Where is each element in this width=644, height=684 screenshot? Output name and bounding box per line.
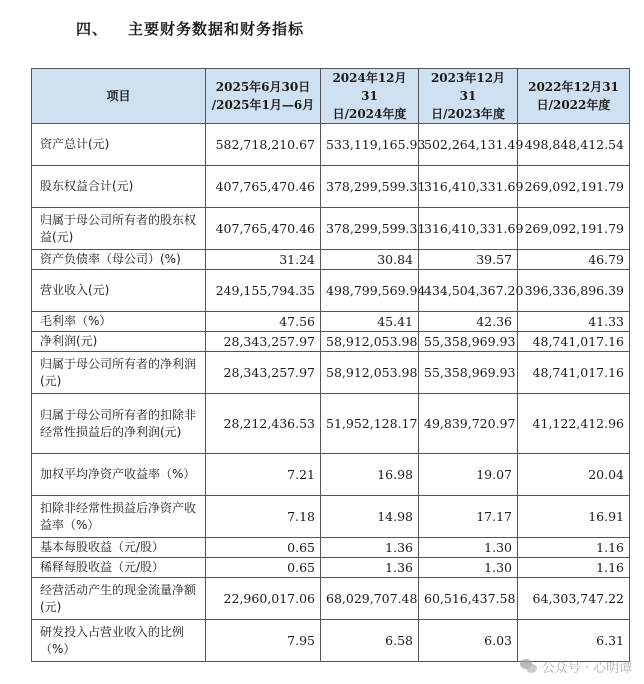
cell-value: 28,343,257.97 — [206, 352, 321, 394]
cell-value: 42.36 — [419, 312, 518, 332]
cell-value: 7.18 — [206, 496, 321, 538]
cell-value: 28,343,257.97 — [206, 332, 321, 352]
cell-value: 30.84 — [321, 250, 419, 270]
cell-value: 378,299,599.31 — [321, 166, 419, 208]
table-row — [32, 558, 630, 578]
row-label: 经营活动产生的现金流量净额(元) — [32, 578, 206, 620]
cell-value: 269,092,191.79 — [518, 208, 630, 250]
cell-value: 19.07 — [419, 454, 518, 496]
cell-value: 48,741,017.16 — [518, 352, 630, 394]
cell-value: 502,264,131.49 — [419, 124, 518, 166]
cell-value: 6.58 — [321, 620, 419, 662]
cell-value: 16.91 — [518, 496, 630, 538]
cell-value: 316,410,331.69 — [419, 208, 518, 250]
table-row — [32, 332, 630, 352]
table-row — [32, 538, 630, 558]
header-2022: 2022年12月31 日/2022年度 — [518, 69, 630, 124]
cell-value: 1.36 — [321, 558, 419, 578]
cell-value: 0.65 — [206, 538, 321, 558]
row-label: 基本每股收益（元/股） — [32, 538, 206, 558]
cell-value: 1.16 — [518, 538, 630, 558]
header-2023: 2023年12月31 日/2023年度 — [419, 69, 518, 124]
watermark-text: 公众号 · 心明谭 — [541, 661, 632, 676]
table-row — [32, 496, 630, 538]
cell-value: 378,299,599.31 — [321, 208, 419, 250]
cell-value: 28,212,436.53 — [206, 394, 321, 454]
cell-value: 48,741,017.16 — [518, 332, 630, 352]
cell-value: 17.17 — [419, 496, 518, 538]
cell-value: 49,839,720.97 — [419, 394, 518, 454]
row-label: 归属于母公司所有者的净利润(元) — [32, 352, 206, 394]
table-row — [32, 352, 630, 394]
header-item: 项目 — [32, 69, 206, 124]
financial-data-table — [31, 68, 630, 662]
cell-value: 498,799,569.94 — [321, 270, 419, 312]
cell-value: 45.41 — [321, 312, 419, 332]
table-row — [32, 454, 630, 496]
cell-value: 434,504,367.20 — [419, 270, 518, 312]
header-2025h1: 2025年6月30日 /2025年1月—6月 — [206, 69, 321, 124]
watermark — [520, 657, 632, 676]
cell-value: 7.95 — [206, 620, 321, 662]
cell-value: 498,848,412.54 — [518, 124, 630, 166]
row-label: 营业收入(元) — [32, 270, 206, 312]
row-label: 扣除非经常性损益后净资产收益率（%） — [32, 496, 206, 538]
table-row — [32, 208, 630, 250]
cell-value: 31.24 — [206, 250, 321, 270]
cell-value: 269,092,191.79 — [518, 166, 630, 208]
section-number: 四、 — [76, 20, 109, 38]
cell-value: 20.04 — [518, 454, 630, 496]
cell-value: 46.79 — [518, 250, 630, 270]
row-label: 稀释每股收益（元/股） — [32, 558, 206, 578]
cell-value: 47.56 — [206, 312, 321, 332]
cell-value: 582,718,210.67 — [206, 124, 321, 166]
row-label: 毛利率（%） — [32, 312, 206, 332]
table-row — [32, 270, 630, 312]
row-label: 净利润(元) — [32, 332, 206, 352]
cell-value: 6.03 — [419, 620, 518, 662]
row-label: 归属于母公司所有者的股东权益(元) — [32, 208, 206, 250]
cell-value: 7.21 — [206, 454, 321, 496]
table-row — [32, 250, 630, 270]
header-2024: 2024年12月31 日/2024年度 — [321, 69, 419, 124]
row-label: 归属于母公司所有者的扣除非经常性损益后的净利润(元) — [32, 394, 206, 454]
cell-value: 1.30 — [419, 538, 518, 558]
cell-value: 0.65 — [206, 558, 321, 578]
cell-value: 1.16 — [518, 558, 630, 578]
table-row — [32, 312, 630, 332]
cell-value: 41,122,412.96 — [518, 394, 630, 454]
row-label: 研发投入占营业收入的比例（%） — [32, 620, 206, 662]
cell-value: 1.36 — [321, 538, 419, 558]
cell-value: 1.30 — [419, 558, 518, 578]
section-heading — [76, 18, 304, 39]
cell-value: 68,029,707.48 — [321, 578, 419, 620]
table-row — [32, 578, 630, 620]
cell-value: 41.33 — [518, 312, 630, 332]
cell-value: 58,912,053.98 — [321, 352, 419, 394]
cell-value: 407,765,470.46 — [206, 208, 321, 250]
table-header-row — [32, 69, 630, 124]
cell-value: 316,410,331.69 — [419, 166, 518, 208]
cell-value: 14.98 — [321, 496, 419, 538]
cell-value: 16.98 — [321, 454, 419, 496]
wechat-icon — [520, 659, 538, 675]
cell-value: 60,516,437.58 — [419, 578, 518, 620]
cell-value: 22,960,017.06 — [206, 578, 321, 620]
cell-value: 6.31 — [518, 620, 630, 662]
cell-value: 396,336,896.39 — [518, 270, 630, 312]
table-row — [32, 166, 630, 208]
row-label: 资产负债率（母公司）(%) — [32, 250, 206, 270]
cell-value: 407,765,470.46 — [206, 166, 321, 208]
cell-value: 64,303,747.22 — [518, 578, 630, 620]
cell-value: 58,912,053.98 — [321, 332, 419, 352]
table-row — [32, 394, 630, 454]
cell-value: 533,119,165.93 — [321, 124, 419, 166]
row-label: 加权平均净资产收益率（%） — [32, 454, 206, 496]
cell-value: 55,358,969.93 — [419, 352, 518, 394]
cell-value: 51,952,128.17 — [321, 394, 419, 454]
cell-value: 39.57 — [419, 250, 518, 270]
table-row — [32, 124, 630, 166]
table-row — [32, 620, 630, 662]
cell-value: 249,155,794.35 — [206, 270, 321, 312]
row-label: 资产总计(元) — [32, 124, 206, 166]
row-label: 股东权益合计(元) — [32, 166, 206, 208]
section-title: 主要财务数据和财务指标 — [128, 20, 305, 38]
cell-value: 55,358,969.93 — [419, 332, 518, 352]
